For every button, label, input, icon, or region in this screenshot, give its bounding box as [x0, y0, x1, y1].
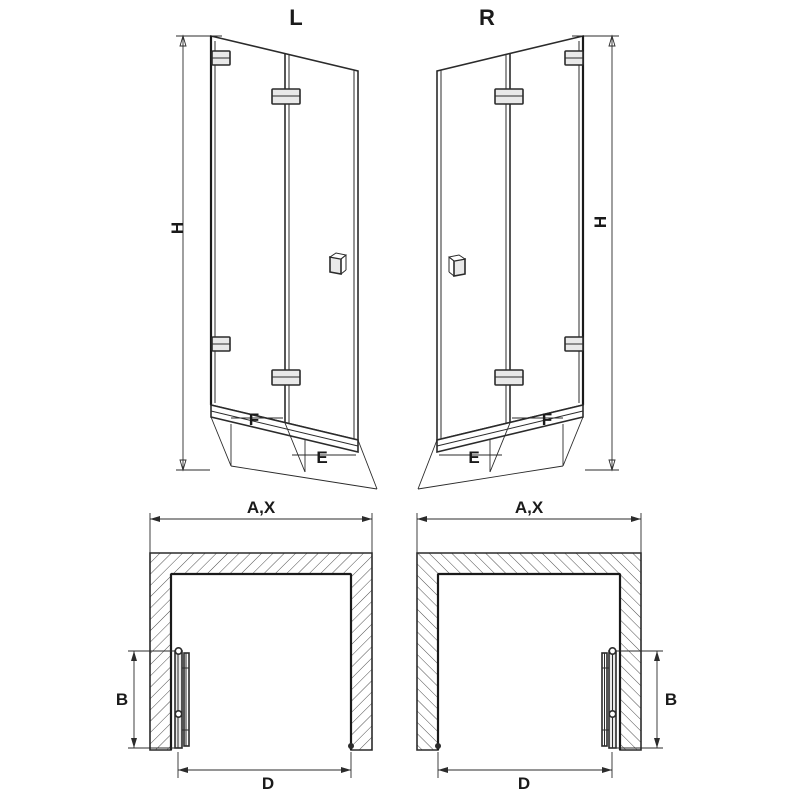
hinge-right-top	[565, 51, 583, 65]
door-leaf-plan-left	[175, 648, 189, 748]
dimension-label-ax-right: A,X	[514, 498, 544, 517]
plan-right-group	[417, 498, 677, 793]
perspective-guide-right-a	[418, 440, 437, 489]
view-label-left: L	[289, 5, 303, 30]
perspective-guide-left-b	[211, 417, 231, 466]
elevation-right-group	[418, 5, 619, 489]
hinge-right-bottom	[565, 337, 583, 351]
hinge-left-top	[212, 51, 230, 65]
dimension-label-d-left: D	[261, 774, 275, 793]
dimension-label-f-left: F	[248, 410, 260, 429]
dim-arrow-d-right-start	[438, 767, 448, 773]
door-leaf-plan-right	[602, 648, 616, 748]
dim-arrow-ax-right-end	[631, 516, 641, 522]
dimension-label-ax-left: A,X	[246, 498, 276, 517]
dim-arrow-b-left-bottom	[131, 738, 137, 748]
elevation-left-group	[168, 5, 377, 489]
dim-arrow-d-left-start	[178, 767, 188, 773]
dim-arrow-d-right-end	[602, 767, 612, 773]
hinge-mid-top-left-view	[272, 89, 300, 104]
dimension-label-b-left: B	[115, 690, 129, 709]
dim-arrow-b-left-top	[131, 651, 137, 661]
dimension-label-e-right: E	[468, 448, 480, 467]
dim-arrow-ax-left-end	[362, 516, 372, 522]
hinge-mid-bottom-right-view	[495, 370, 523, 385]
dim-arrow-ax-right-start	[417, 516, 427, 522]
threshold-point-left	[348, 743, 354, 749]
hinge-mid-bottom-left-view	[272, 370, 300, 385]
dim-arrow-ax-left-start	[150, 516, 160, 522]
dimension-label-f-right: F	[541, 410, 553, 429]
dim-arrow-b-right-bottom	[654, 738, 660, 748]
perspective-guide-right-b	[563, 417, 583, 466]
dimension-label-h-left: H	[168, 221, 187, 235]
dim-baseline-right	[418, 466, 563, 489]
dim-arrow-d-left-end	[341, 767, 351, 773]
plan-left-group	[116, 498, 372, 793]
dimension-label-h-right: H	[591, 215, 610, 229]
threshold-point-right	[435, 743, 441, 749]
view-label-right: R	[479, 5, 495, 30]
hinge-left-bottom	[212, 337, 230, 351]
dimension-label-e-left: E	[316, 448, 328, 467]
dimension-label-d-right: D	[517, 774, 531, 793]
hinge-mid-top-right-view	[495, 89, 523, 104]
dimension-label-b-right: B	[664, 690, 678, 709]
dim-arrow-b-right-top	[654, 651, 660, 661]
perspective-guide-left-a	[358, 440, 377, 489]
